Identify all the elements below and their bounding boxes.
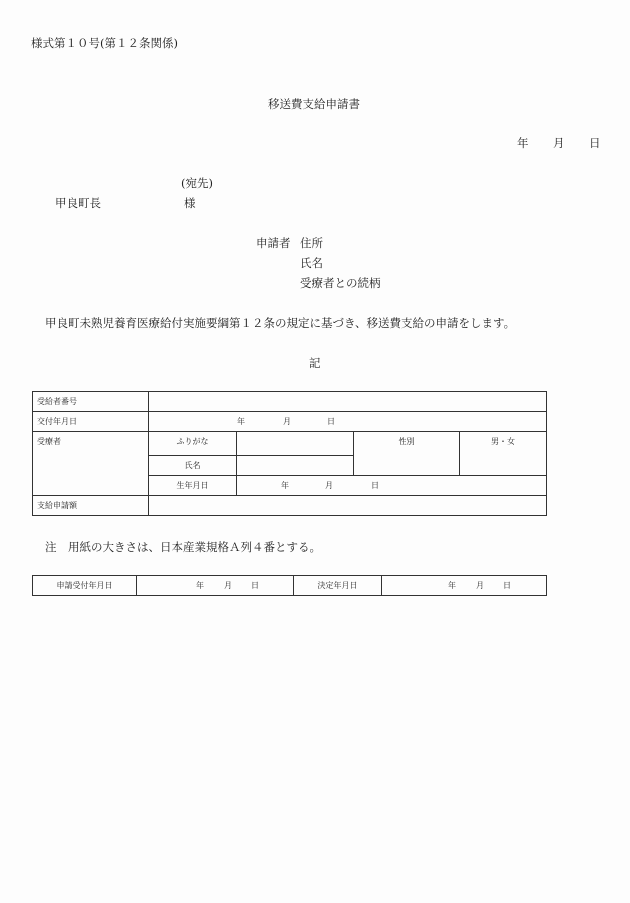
bottom-table xyxy=(32,575,547,596)
decision-date-label: 決定年月日 xyxy=(294,576,382,596)
table-row xyxy=(33,412,547,432)
table-row xyxy=(33,392,547,412)
birth-month: 月 xyxy=(325,481,333,490)
issue-date-field[interactable] xyxy=(149,412,547,432)
name-field[interactable] xyxy=(237,456,354,476)
received-year: 年 xyxy=(196,581,204,590)
birth-year: 年 xyxy=(281,481,289,490)
recipient-number-label: 受給者番号 xyxy=(33,392,149,412)
application-statement: 甲良町未熟児養育医療給付実施要綱第１２条の規定に基づき、移送費支給の申請をします。 xyxy=(45,316,516,330)
amount-label: 支給申請額 xyxy=(33,496,149,516)
amount-field[interactable] xyxy=(149,496,547,516)
applicant-relation-label: 受療者との続柄 xyxy=(300,276,381,290)
date-month-label: 月 xyxy=(553,136,565,150)
birth-date-label: 生年月日 xyxy=(149,476,237,496)
received-day: 日 xyxy=(251,581,259,590)
table-row xyxy=(33,576,547,596)
main-table xyxy=(32,391,547,516)
date-year-label: 年 xyxy=(517,136,529,150)
addressee-name: 甲良町長 xyxy=(55,196,101,210)
decision-date-field[interactable] xyxy=(382,576,547,596)
issue-month: 月 xyxy=(283,417,291,426)
recipient-number-field[interactable] xyxy=(149,392,547,412)
received-month: 月 xyxy=(224,581,232,590)
sex-value[interactable]: 男・女 xyxy=(460,432,547,476)
applicant-name-label: 氏名 xyxy=(300,256,323,270)
table-row xyxy=(33,496,547,516)
date-day-label: 日 xyxy=(589,136,601,150)
received-date-label: 申請受付年月日 xyxy=(33,576,137,596)
furigana-label: ふりがな xyxy=(149,432,237,456)
name-label: 氏名 xyxy=(149,456,237,476)
addressee-honorific: 様 xyxy=(184,196,196,210)
furigana-field[interactable] xyxy=(237,432,354,456)
patient-label: 受療者 xyxy=(33,432,149,496)
birth-date-field[interactable] xyxy=(237,476,547,496)
page-title: 移送費支給申請書 xyxy=(268,97,360,111)
decision-year: 年 xyxy=(448,581,456,590)
decision-month: 月 xyxy=(476,581,484,590)
sex-label: 性別 xyxy=(354,432,460,476)
decision-day: 日 xyxy=(503,581,511,590)
form-number: 様式第１０号(第１２条関係) xyxy=(31,36,178,50)
paper-size-note: 注 用紙の大きさは、日本産業規格Ａ列４番とする。 xyxy=(45,540,321,554)
received-date-field[interactable] xyxy=(137,576,294,596)
issue-year: 年 xyxy=(237,417,245,426)
issue-date-label: 交付年月日 xyxy=(33,412,149,432)
table-row xyxy=(33,432,547,456)
applicant-label: 申請者 xyxy=(256,236,291,250)
birth-day: 日 xyxy=(371,481,379,490)
ki-label: 記 xyxy=(309,356,321,370)
applicant-address-label: 住所 xyxy=(300,236,323,250)
issue-day: 日 xyxy=(327,417,335,426)
addressee-note: (宛先) xyxy=(181,176,213,190)
